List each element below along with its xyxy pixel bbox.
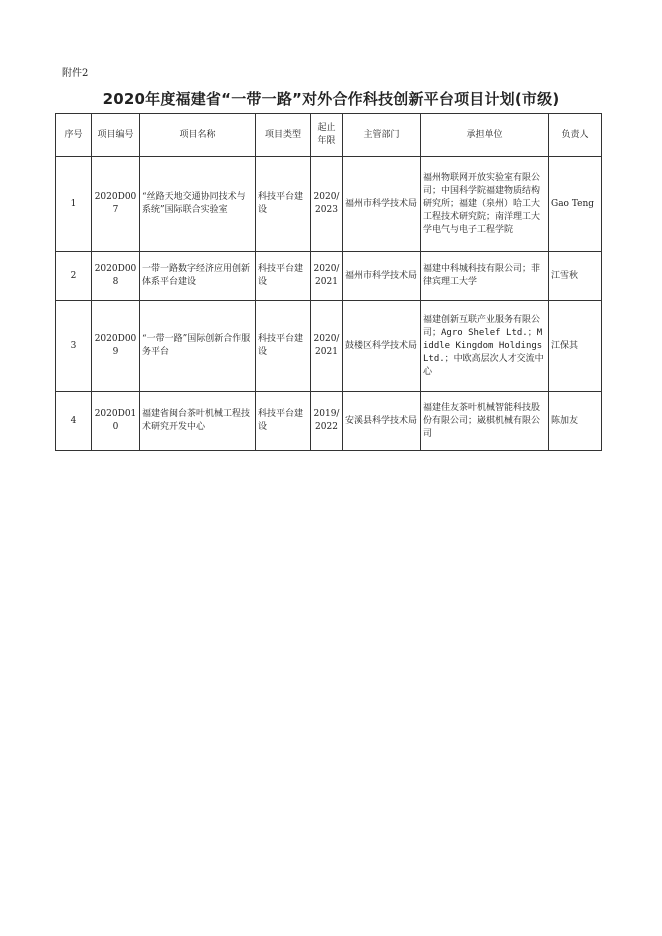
cell-type: 科技平台建设 (256, 392, 311, 451)
cell-seq: 3 (56, 301, 92, 392)
cell-name: 福建省闽台茶叶机械工程技术研究开发中心 (140, 392, 256, 451)
cell-leader: 陈加友 (549, 392, 602, 451)
header-dept: 主管部门 (343, 114, 421, 157)
cell-name: 一带一路数字经济应用创新体系平台建设 (140, 252, 256, 301)
cell-leader: 江保其 (549, 301, 602, 392)
cell-dept: 鼓楼区科学技术局 (343, 301, 421, 392)
cell-period: 2019/ 2022 (311, 392, 343, 451)
cell-unit: 福建创新互联产业服务有限公司；Agro Shelef Ltd.；Middle Kingdom Holdings Ltd.；中欧高层次人才交流中心 (421, 301, 549, 392)
table-row (56, 301, 602, 392)
cell-code: 2020D007 (92, 157, 140, 252)
cell-name: “一带一路”国际创新合作服务平台 (140, 301, 256, 392)
table-row (56, 392, 602, 451)
header-name: 项目名称 (140, 114, 256, 157)
table-row (56, 157, 602, 252)
cell-dept: 安溪县科学技术局 (343, 392, 421, 451)
cell-type: 科技平台建设 (256, 252, 311, 301)
project-plan-table (55, 113, 602, 451)
attachment-label: 附件2 (62, 68, 89, 79)
header-period: 起止 年限 (311, 114, 343, 157)
cell-seq: 2 (56, 252, 92, 301)
header-seq: 序号 (56, 114, 92, 157)
cell-code: 2020D010 (92, 392, 140, 451)
cell-unit: 福州物联网开放实验室有限公司；中国科学院福建物质结构研究所；福建（泉州）哈工大工程技术研究院；南洋理工大学电气与电子工程学院 (421, 157, 549, 252)
cell-type: 科技平台建设 (256, 157, 311, 252)
cell-seq: 4 (56, 392, 92, 451)
header-unit: 承担单位 (421, 114, 549, 157)
document-title: 2020年度福建省“一带一路”对外合作科技创新平台项目计划(市级) (102, 90, 560, 108)
table-row (56, 252, 602, 301)
cell-code: 2020D008 (92, 252, 140, 301)
header-leader: 负责人 (549, 114, 602, 157)
cell-period: 2020/ 2021 (311, 252, 343, 301)
cell-code: 2020D009 (92, 301, 140, 392)
cell-unit: 福建中科城科技有限公司；菲律宾理工大学 (421, 252, 549, 301)
cell-seq: 1 (56, 157, 92, 252)
header-code: 项目编号 (92, 114, 140, 157)
cell-period: 2020/ 2023 (311, 157, 343, 252)
cell-dept: 福州市科学技术局 (343, 252, 421, 301)
cell-name: “丝路天地交通协同技术与系统”国际联合实验室 (140, 157, 256, 252)
table-header-row (56, 114, 602, 157)
cell-unit: 福建佳友茶叶机械智能科技股份有限公司；崴棋机械有限公司 (421, 392, 549, 451)
cell-period: 2020/ 2021 (311, 301, 343, 392)
cell-type: 科技平台建设 (256, 301, 311, 392)
cell-leader: Gao Teng (549, 157, 602, 252)
cell-dept: 福州市科学技术局 (343, 157, 421, 252)
cell-leader: 江雪秋 (549, 252, 602, 301)
header-type: 项目类型 (256, 114, 311, 157)
